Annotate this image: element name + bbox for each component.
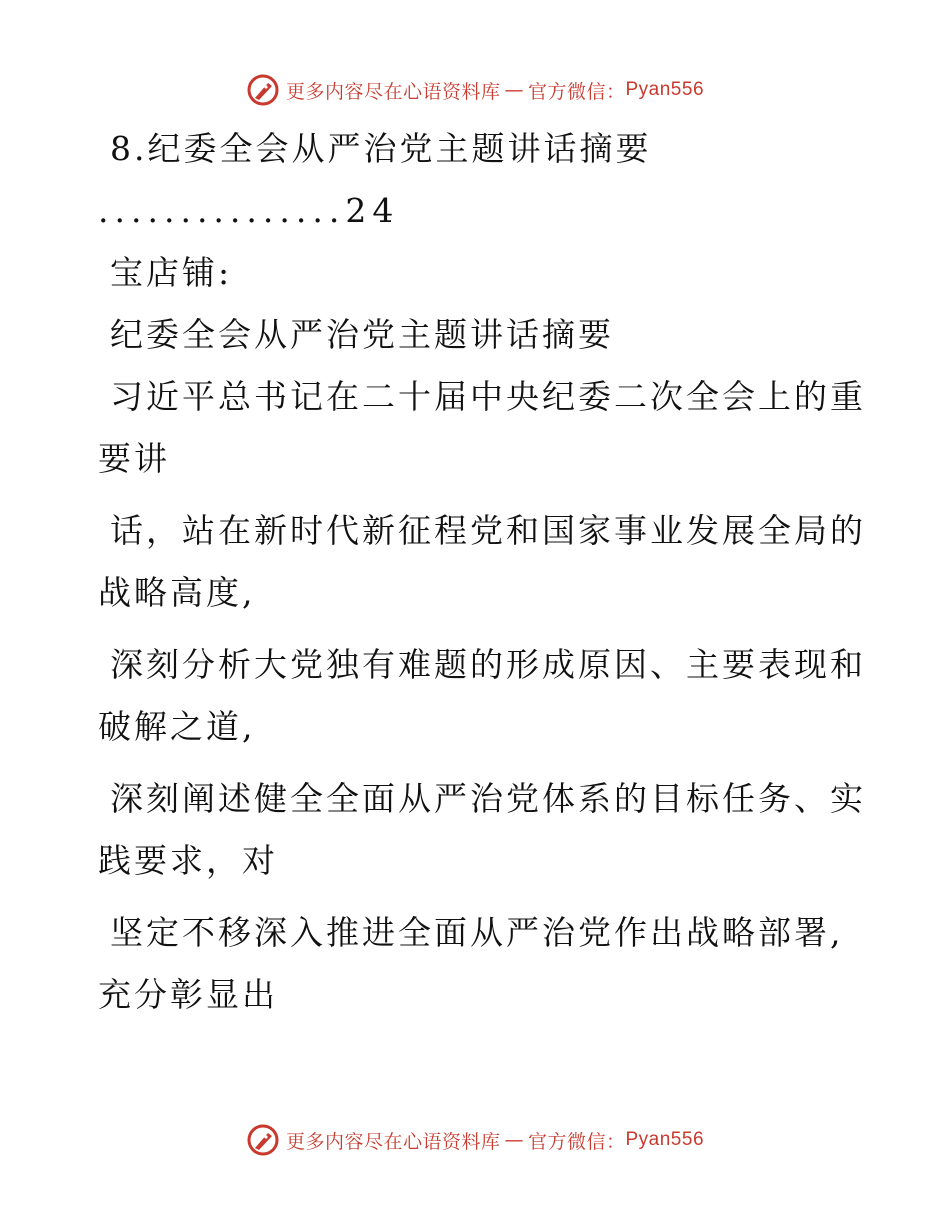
paragraph bbox=[98, 366, 866, 490]
watermark-banner-top bbox=[0, 70, 950, 110]
watermark-separator: — bbox=[504, 1129, 524, 1151]
paragraph bbox=[98, 768, 866, 892]
paragraph bbox=[98, 500, 866, 624]
watermark-banner-bottom bbox=[0, 1120, 950, 1160]
toc-entry-title: 8.纪委全会从严治党主题讲话摘要 bbox=[110, 129, 652, 168]
paragraph-line: 要讲 bbox=[98, 439, 170, 478]
watermark-label: 官方微信： bbox=[527, 80, 626, 103]
section-heading: 纪委全会从严治党主题讲话摘要 bbox=[110, 315, 614, 354]
paragraph-line: 深刻阐述健全全面从严治党体系的目标任务、实 bbox=[110, 779, 866, 818]
watermark-label: 官方微信： bbox=[527, 1130, 626, 1153]
paragraph-line: 坚定不移深入推进全面从严治党作出战略部署, bbox=[110, 913, 844, 952]
watermark-wechat-id: Pyan556 bbox=[625, 79, 705, 100]
paragraph bbox=[98, 634, 866, 758]
watermark-wechat-id: Pyan556 bbox=[625, 1129, 705, 1150]
document-body bbox=[98, 118, 866, 1036]
paragraph-line: 充分彰显出 bbox=[98, 975, 278, 1014]
paragraph-line: 深刻分析大党独有难题的形成原因、主要表现和 bbox=[110, 645, 866, 684]
toc-entry-leader-page: ...............24 bbox=[98, 191, 400, 230]
paragraph-line: 践要求，对 bbox=[98, 841, 278, 880]
paragraph-line: 破解之道, bbox=[98, 707, 256, 746]
paragraph-line: 战略高度, bbox=[98, 573, 256, 612]
watermark-text: 更多内容尽在心语资料库 bbox=[285, 80, 501, 103]
paragraph-line: 习近平总书记在二十届中央纪委二次全会上的重 bbox=[110, 377, 866, 416]
watermark-text: 更多内容尽在心语资料库 bbox=[285, 1130, 501, 1153]
paragraph-line: 话，站在新时代新征程党和国家事业发展全局的 bbox=[110, 511, 866, 550]
pen-nib-circle-icon bbox=[246, 73, 280, 107]
watermark-separator: — bbox=[504, 79, 524, 101]
pen-nib-circle-icon bbox=[246, 1123, 280, 1157]
text-line: 宝店铺: bbox=[110, 253, 233, 292]
paragraph bbox=[98, 902, 844, 1026]
